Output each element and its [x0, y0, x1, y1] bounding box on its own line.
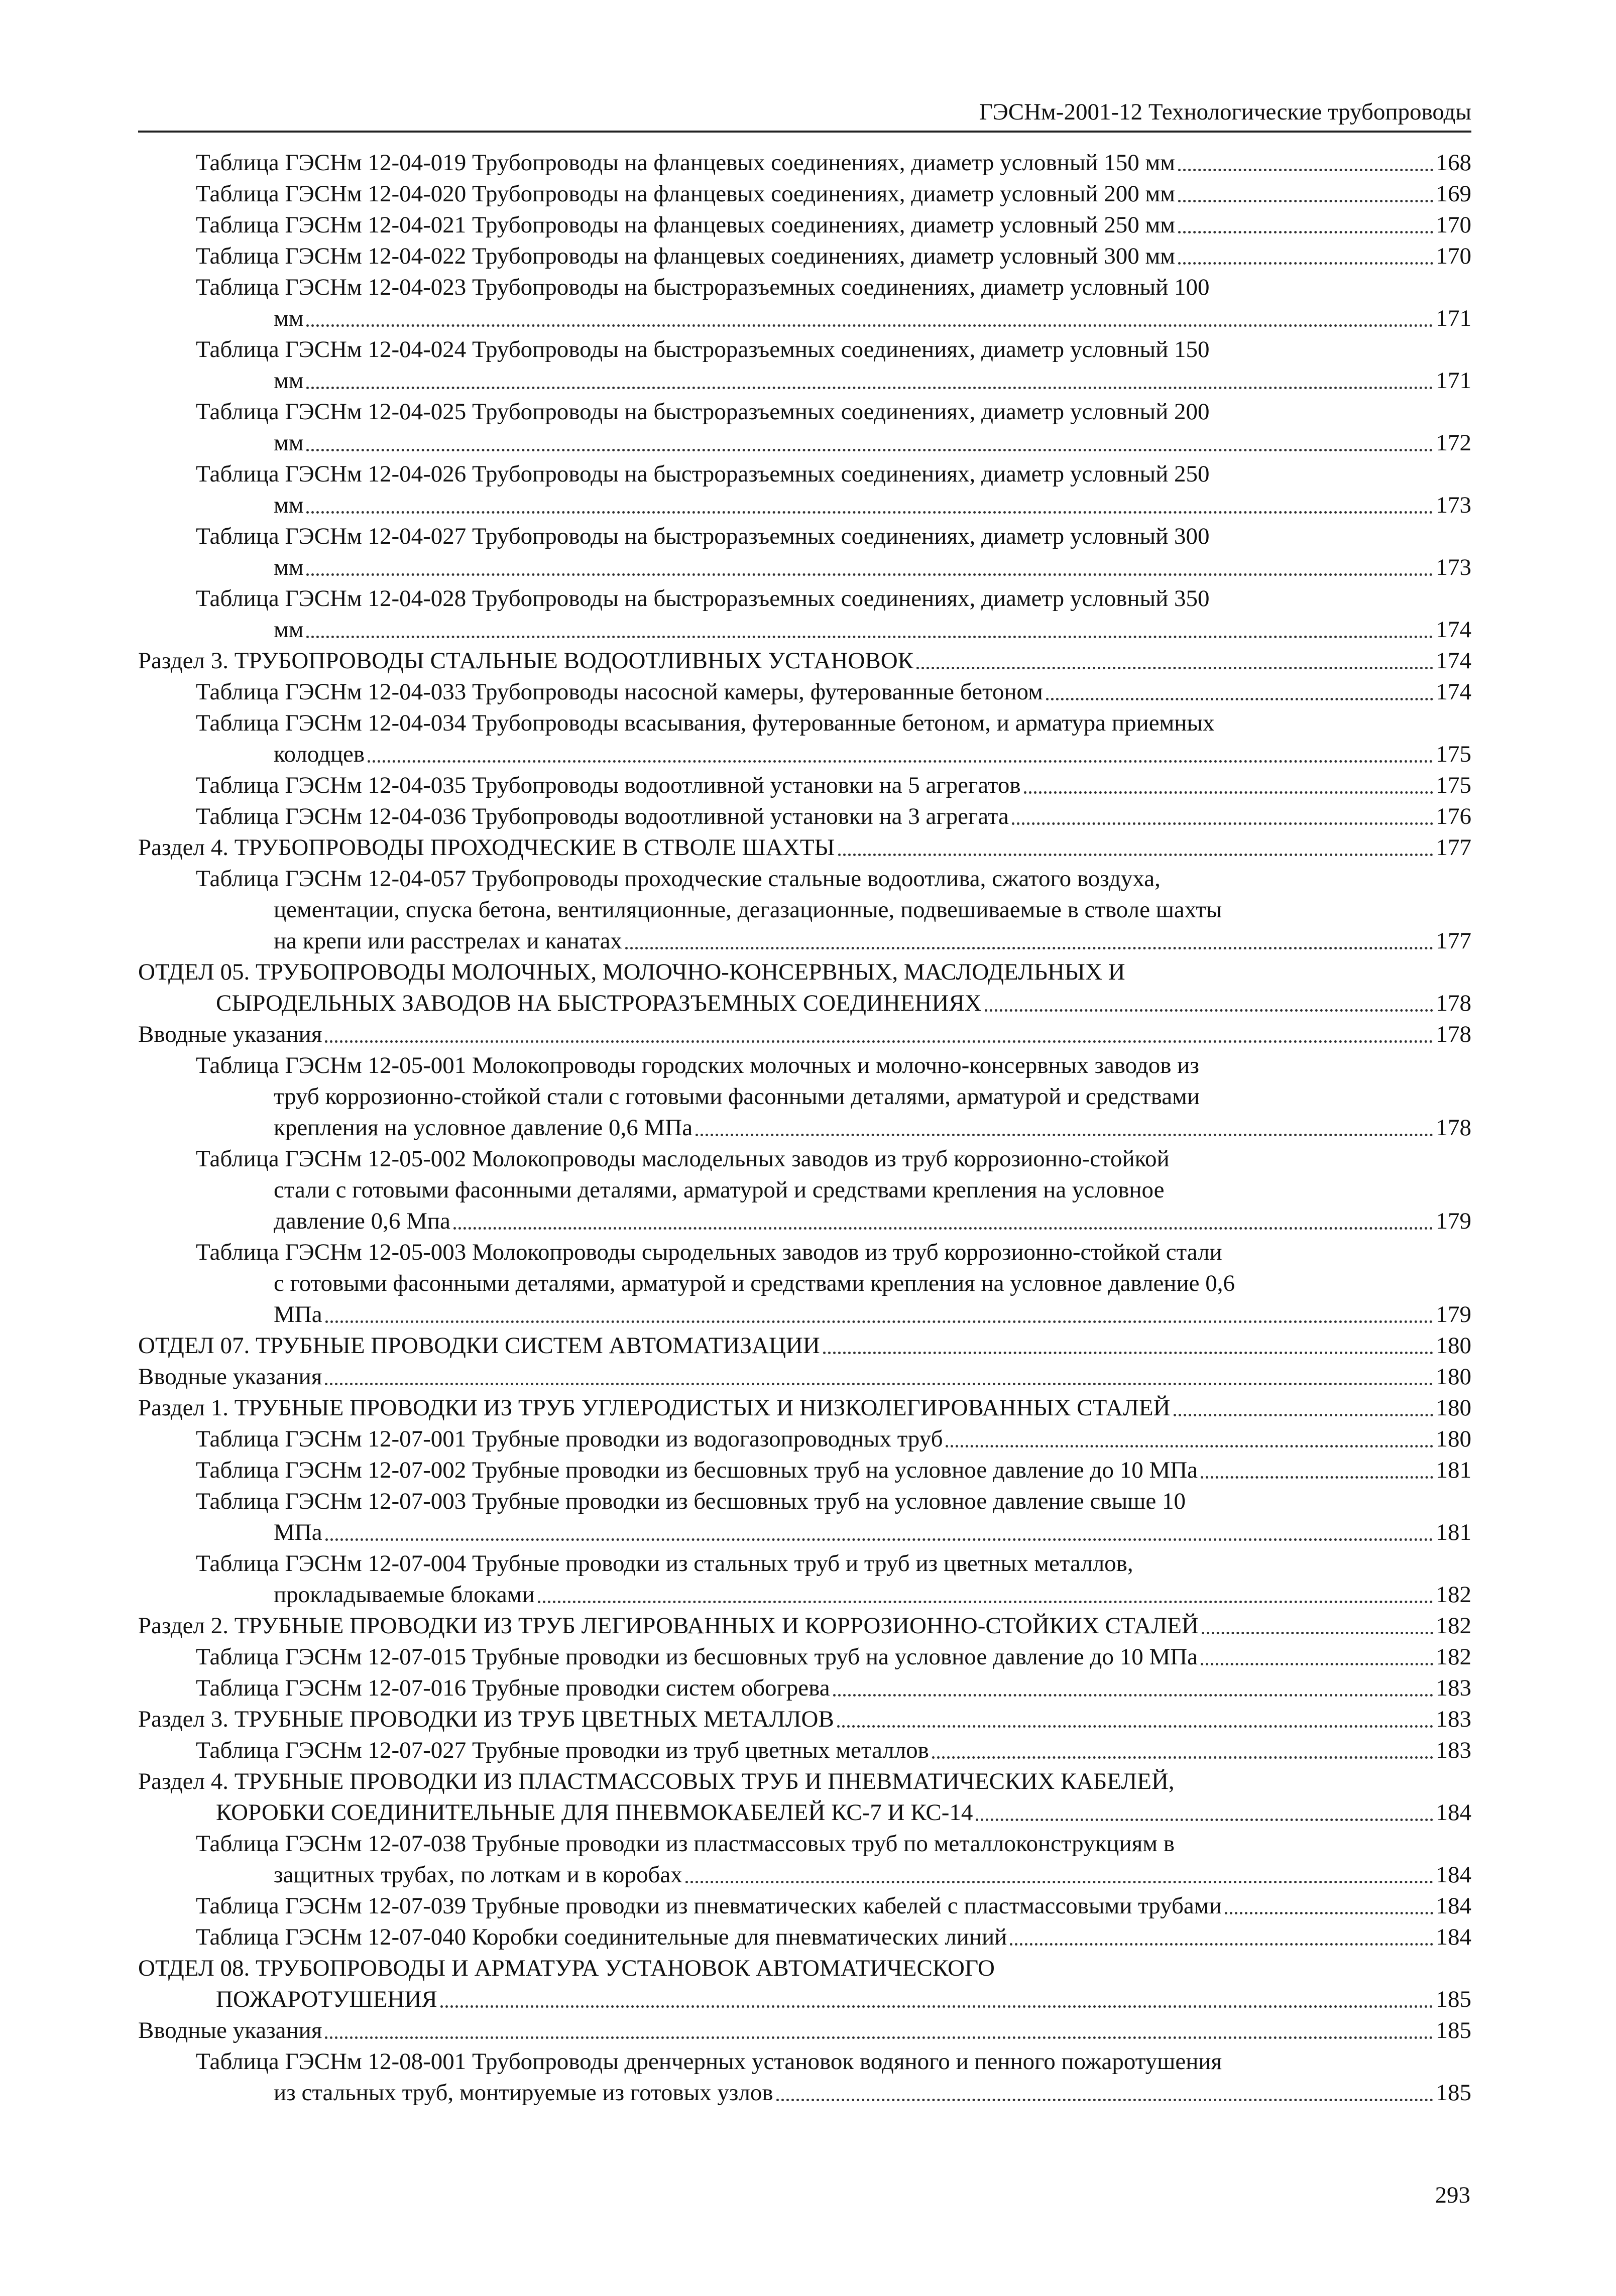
- toc-page-ref: 180: [1436, 1333, 1471, 1359]
- toc-entry-text: Таблица ГЭСНм 12-07-002 Трубные проводки из бесшовных труб на условное давление до 10 МПа: [196, 1457, 1198, 1483]
- toc-page-ref: 185: [1436, 2017, 1471, 2043]
- toc-page-ref: 173: [1436, 554, 1471, 580]
- dot-leader: [1178, 200, 1433, 202]
- toc-entry-text: Таблица ГЭСНм 12-04-019 Трубопроводы на фланцевых соединениях, диаметр условный 150 мм: [196, 150, 1176, 176]
- toc-entry-text: Таблица ГЭСНм 12-04-022 Трубопроводы на фланцевых соединениях, диаметр условный 300 мм: [196, 243, 1176, 269]
- toc-entry-text: ОТДЕЛ 05. ТРУБОПРОВОДЫ МОЛОЧНЫХ, МОЛОЧНО-КОНСЕРВНЫХ, МАСЛОДЕЛЬНЫХ И: [138, 959, 1125, 985]
- toc-entry[interactable]: [138, 334, 1471, 396]
- toc-entry[interactable]: [138, 458, 1471, 521]
- toc-entry-text: крепления на условное давление 0,6 МПа: [274, 1115, 693, 1141]
- dot-leader: [306, 324, 1433, 327]
- toc-entry[interactable]: [138, 1392, 1471, 1423]
- toc-entry-text: Вводные указания: [138, 1021, 322, 1047]
- dot-leader: [1010, 1943, 1433, 1946]
- toc-entry-text: Таблица ГЭСНм 12-04-024 Трубопроводы на быстроразъемных соединениях, диаметр условный 150: [196, 336, 1210, 362]
- toc-page-ref: 182: [1436, 1644, 1471, 1670]
- toc-entry-text: Таблица ГЭСНм 12-07-027 Трубные проводки из труб цветных металлов: [196, 1737, 929, 1763]
- toc-entry[interactable]: [138, 1486, 1471, 1548]
- toc-entry-text: Таблица ГЭСНм 12-04-057 Трубопроводы проходческие стальные водоотлива, сжатого воздуха,: [196, 866, 1161, 892]
- toc-page-ref: 171: [1436, 368, 1471, 394]
- toc-entry[interactable]: [138, 1455, 1471, 1486]
- toc-entry-text: давление 0,6 Мпа: [274, 1208, 450, 1234]
- toc-page-ref: 170: [1436, 212, 1471, 238]
- toc-entry-text: из стальных труб, монтируемые из готовых узлов: [274, 2080, 773, 2106]
- dot-leader: [1225, 1912, 1433, 1914]
- toc-entry[interactable]: [138, 832, 1471, 863]
- toc-entry-text: Раздел 4. ТРУБОПРОВОДЫ ПРОХОДЧЕСКИЕ В СТВОЛЕ ШАХТЫ: [138, 834, 835, 861]
- toc-page-ref: 185: [1436, 1986, 1471, 2012]
- toc-page-ref: 184: [1436, 1799, 1471, 1826]
- toc-page-ref: 174: [1436, 617, 1471, 643]
- toc-entry-text: мм: [274, 368, 304, 394]
- dot-leader: [1024, 791, 1433, 794]
- toc-entry-text: Таблица ГЭСНм 12-05-002 Молокопроводы маслодельных заводов из труб коррозионно-стойкой: [196, 1146, 1170, 1172]
- toc-entry-text: СЫРОДЕЛЬНЫХ ЗАВОДОВ НА БЫСТРОРАЗЪЕМНЫХ СОЕДИНЕНИЯХ: [216, 990, 982, 1016]
- toc-entry[interactable]: [138, 1361, 1471, 1392]
- toc-page-ref: 177: [1436, 834, 1471, 861]
- toc-entry-text: Раздел 2. ТРУБНЫЕ ПРОВОДКИ ИЗ ТРУБ ЛЕГИРОВАННЫХ И КОРРОЗИОННО-СТОЙКИХ СТАЛЕЙ: [138, 1613, 1199, 1639]
- toc-entry-text: ОТДЕЛ 08. ТРУБОПРОВОДЫ И АРМАТУРА УСТАНОВОК АВТОМАТИЧЕСКОГО: [138, 1955, 995, 1981]
- toc-entry-text: Таблица ГЭСНм 12-04-036 Трубопроводы водоотливной установки на 3 агрегата: [196, 803, 1009, 829]
- dot-leader: [1012, 822, 1433, 825]
- toc-page-ref: 182: [1436, 1582, 1471, 1608]
- dot-leader: [837, 1725, 1433, 1728]
- toc-page-ref: 180: [1436, 1426, 1471, 1452]
- toc-entry[interactable]: [138, 1050, 1471, 1143]
- toc-entry-text: Таблица ГЭСНм 12-04-026 Трубопроводы на быстроразъемных соединениях, диаметр условный 250: [196, 461, 1210, 487]
- toc-entry-text: труб коррозионно-стойкой стали с готовыми фасонными деталями, арматурой и средствами: [274, 1083, 1200, 1110]
- toc-entry[interactable]: [138, 1019, 1471, 1050]
- toc-entry[interactable]: [138, 1143, 1471, 1237]
- dot-leader: [306, 449, 1433, 451]
- toc-entry[interactable]: [138, 178, 1471, 209]
- toc-entry-text: Таблица ГЭСНм 12-07-015 Трубные проводки из бесшовных труб на условное давление до 10 МПа: [196, 1644, 1198, 1670]
- dot-leader: [946, 1445, 1433, 1447]
- toc-page-ref: 173: [1436, 492, 1471, 518]
- dot-leader: [776, 2099, 1433, 2101]
- toc-entry[interactable]: [138, 209, 1471, 240]
- toc-page-ref: 184: [1436, 1862, 1471, 1888]
- dot-leader: [1178, 262, 1433, 265]
- dot-leader: [306, 387, 1433, 389]
- dot-leader: [685, 1881, 1433, 1883]
- toc-entry-text: Таблица ГЭСНм 12-07-001 Трубные проводки из водогазопроводных труб: [196, 1426, 943, 1452]
- dot-leader: [838, 854, 1433, 856]
- dot-leader: [453, 1227, 1433, 1230]
- dot-leader: [325, 1040, 1433, 1043]
- toc-page-ref: 182: [1436, 1613, 1471, 1639]
- toc-entry-text: КОРОБКИ СОЕДИНИТЕЛЬНЫЕ ДЛЯ ПНЕВМОКАБЕЛЕЙ КС-7 И КС-14: [216, 1799, 973, 1826]
- toc-entry-text: Таблица ГЭСНм 12-07-040 Коробки соединительные для пневматических линий: [196, 1924, 1007, 1950]
- toc-entry[interactable]: [138, 521, 1471, 583]
- toc-entry-text: Таблица ГЭСНм 12-07-039 Трубные проводки из пневматических кабелей с пластмассовыми трубами: [196, 1893, 1222, 1919]
- toc-entry[interactable]: [138, 1330, 1471, 1361]
- toc-entry-text: мм: [274, 554, 304, 580]
- toc-entry[interactable]: [138, 707, 1471, 770]
- toc-entry-text: Раздел 3. ТРУБНЫЕ ПРОВОДКИ ИЗ ТРУБ ЦВЕТНЫХ МЕТАЛЛОВ: [138, 1706, 834, 1732]
- toc-entry-text: мм: [274, 430, 304, 456]
- toc-entry-text: ПОЖАРОТУШЕНИЯ: [216, 1986, 437, 2012]
- dot-leader: [306, 573, 1433, 576]
- dot-leader: [976, 1819, 1433, 1821]
- toc-entry-text: Вводные указания: [138, 2017, 322, 2043]
- dot-leader: [916, 667, 1433, 669]
- toc-entry[interactable]: [138, 863, 1471, 956]
- toc-entry-text: Раздел 4. ТРУБНЫЕ ПРОВОДКИ ИЗ ПЛАСТМАССОВЫХ ТРУБ И ПНЕВМАТИЧЕСКИХ КАБЕЛЕЙ,: [138, 1768, 1175, 1794]
- toc-page-ref: 178: [1436, 990, 1471, 1016]
- toc-entry[interactable]: [138, 1890, 1471, 1921]
- toc-page-ref: 183: [1436, 1675, 1471, 1701]
- dot-leader: [625, 947, 1433, 949]
- toc-page-ref: 184: [1436, 1893, 1471, 1919]
- dot-leader: [325, 1383, 1433, 1385]
- toc-page-ref: 171: [1436, 305, 1471, 331]
- dot-leader: [823, 1352, 1433, 1354]
- toc-page-ref: 181: [1436, 1519, 1471, 1545]
- toc-page-ref: 176: [1436, 803, 1471, 829]
- toc-entry[interactable]: [138, 1237, 1471, 1330]
- toc-entry[interactable]: [138, 147, 1471, 178]
- toc-entry-text: Таблица ГЭСНм 12-04-027 Трубопроводы на быстроразъемных соединениях, диаметр условный 300: [196, 523, 1210, 549]
- toc-entry-text: ОТДЕЛ 07. ТРУБНЫЕ ПРОВОДКИ СИСТЕМ АВТОМАТИЗАЦИИ: [138, 1333, 820, 1359]
- toc-entry-text: Вводные указания: [138, 1364, 322, 1390]
- toc-page-ref: 179: [1436, 1208, 1471, 1234]
- toc-page-ref: 170: [1436, 243, 1471, 269]
- toc-entry-text: цементации, спуска бетона, вентиляционные, дегазационные, подвешиваемые в стволе шахты: [274, 897, 1222, 923]
- toc-page-ref: 175: [1436, 741, 1471, 767]
- toc-entry-text: защитных трубах, по лоткам и в коробах: [274, 1862, 682, 1888]
- dot-leader: [1201, 1663, 1433, 1665]
- toc-entry-text: Таблица ГЭСНм 12-07-038 Трубные проводки из пластмассовых труб по металлоконструкциям в: [196, 1831, 1175, 1857]
- toc-page-ref: 180: [1436, 1364, 1471, 1390]
- toc-entry[interactable]: [138, 2015, 1471, 2046]
- toc-entry[interactable]: [138, 1672, 1471, 1704]
- toc-page-ref: 169: [1436, 181, 1471, 207]
- toc-entry-text: колодцев: [274, 741, 365, 767]
- toc-entry-text: Таблица ГЭСНм 12-05-003 Молокопроводы сыродельных заводов из труб коррозионно-стойкой стали: [196, 1239, 1222, 1265]
- toc-entry[interactable]: [138, 1766, 1471, 1828]
- dot-leader: [985, 1009, 1433, 1012]
- toc-entry[interactable]: [138, 1921, 1471, 1953]
- dot-leader: [833, 1694, 1433, 1697]
- toc-entry[interactable]: [138, 1548, 1471, 1610]
- page-number: 293: [1435, 2182, 1470, 2208]
- dot-leader: [932, 1756, 1433, 1759]
- toc-page-ref: 175: [1436, 772, 1471, 798]
- toc-page-ref: 179: [1436, 1301, 1471, 1327]
- toc-entry-text: МПа: [274, 1301, 322, 1327]
- toc-entry-text: Таблица ГЭСНм 12-04-033 Трубопроводы насосной камеры, футерованные бетоном: [196, 679, 1043, 705]
- dot-leader: [1046, 698, 1433, 700]
- toc-entry-text: стали с готовыми фасонными деталями, арматурой и средствами крепления на условное: [274, 1177, 1165, 1203]
- toc-page-ref: 177: [1436, 928, 1471, 954]
- toc-entry-text: Таблица ГЭСНм 12-05-001 Молокопроводы городских молочных и молочно-консервных заводов из: [196, 1052, 1199, 1078]
- toc-entry-text: Таблица ГЭСНм 12-08-001 Трубопроводы дренчерных установок водяного и пенного пожаротушения: [196, 2048, 1222, 2075]
- toc-entry-text: Таблица ГЭСНм 12-07-016 Трубные проводки систем обогрева: [196, 1675, 830, 1701]
- toc-entry[interactable]: [138, 1735, 1471, 1766]
- dot-leader: [538, 1601, 1433, 1603]
- toc-entry-text: Таблица ГЭСНм 12-04-025 Трубопроводы на быстроразъемных соединениях, диаметр условный 200: [196, 399, 1210, 425]
- toc-entry-text: Таблица ГЭСНм 12-04-020 Трубопроводы на фланцевых соединениях, диаметр условный 200 мм: [196, 181, 1176, 207]
- dot-leader: [306, 636, 1433, 638]
- toc-entry-text: мм: [274, 617, 304, 643]
- toc-page-ref: 178: [1436, 1115, 1471, 1141]
- toc-entry-text: Раздел 1. ТРУБНЫЕ ПРОВОДКИ ИЗ ТРУБ УГЛЕРОДИСТЫХ И НИЗКОЛЕГИРОВАННЫХ СТАЛЕЙ: [138, 1395, 1171, 1421]
- toc-page-ref: 180: [1436, 1395, 1471, 1421]
- toc-entry[interactable]: [138, 1704, 1471, 1735]
- dot-leader: [1201, 1476, 1433, 1479]
- toc-entry-text: Таблица ГЭСНм 12-07-003 Трубные проводки из бесшовных труб на условное давление свыше 10: [196, 1488, 1186, 1514]
- toc-page-ref: 168: [1436, 150, 1471, 176]
- toc-entry-text: Таблица ГЭСНм 12-04-021 Трубопроводы на фланцевых соединениях, диаметр условный 250 мм: [196, 212, 1176, 238]
- toc-page-ref: 178: [1436, 1021, 1471, 1047]
- toc-page-ref: 181: [1436, 1457, 1471, 1483]
- toc-entry[interactable]: [138, 956, 1471, 1019]
- toc-entry-text: Таблица ГЭСНм 12-04-034 Трубопроводы всасывания, футерованные бетоном, и арматура приемных: [196, 710, 1215, 736]
- toc-entry[interactable]: [138, 583, 1471, 645]
- toc-page-ref: 184: [1436, 1924, 1471, 1950]
- toc-page-ref: 185: [1436, 2080, 1471, 2106]
- toc-entry-text: МПа: [274, 1519, 322, 1545]
- dot-leader: [325, 1320, 1433, 1323]
- toc-entry-text: Таблица ГЭСНм 12-04-028 Трубопроводы на быстроразъемных соединениях, диаметр условный 350: [196, 585, 1210, 612]
- toc-page-ref: 183: [1436, 1706, 1471, 1732]
- toc-entry[interactable]: [138, 1610, 1471, 1641]
- toc-entry-text: мм: [274, 305, 304, 331]
- toc-entry-text: с готовыми фасонными деталями, арматурой и средствами крепления на условное давление 0,6: [274, 1270, 1235, 1296]
- dot-leader: [1174, 1414, 1433, 1416]
- toc-entry[interactable]: [138, 1641, 1471, 1672]
- toc-entry[interactable]: [138, 770, 1471, 801]
- toc-entry-text: Раздел 3. ТРУБОПРОВОДЫ СТАЛЬНЫЕ ВОДООТЛИВНЫХ УСТАНОВОК: [138, 648, 914, 674]
- toc-entry-text: на крепи или расстрелах и канатах: [274, 928, 622, 954]
- toc-entry[interactable]: [138, 801, 1471, 832]
- dot-leader: [368, 760, 1433, 763]
- dot-leader: [1202, 1632, 1433, 1634]
- toc-entry[interactable]: [138, 645, 1471, 676]
- dot-leader: [1178, 169, 1433, 171]
- toc-entry[interactable]: [138, 1828, 1471, 1890]
- table-of-contents: [138, 147, 1471, 2108]
- toc-entry[interactable]: [138, 676, 1471, 707]
- dot-leader: [696, 1134, 1433, 1136]
- toc-entry[interactable]: [138, 396, 1471, 458]
- toc-entry[interactable]: [138, 1953, 1471, 2015]
- toc-entry-text: мм: [274, 492, 304, 518]
- header-title: ГЭСНм-2001-12 Технологические трубопроводы: [979, 99, 1471, 125]
- toc-page-ref: 172: [1436, 430, 1471, 456]
- dot-leader: [440, 2005, 1433, 2008]
- toc-entry-text: прокладываемые блоками: [274, 1582, 535, 1608]
- running-header: [138, 90, 1471, 133]
- toc-entry[interactable]: [138, 240, 1471, 272]
- toc-entry[interactable]: [138, 272, 1471, 334]
- toc-entry[interactable]: [138, 1423, 1471, 1455]
- dot-leader: [306, 511, 1433, 514]
- toc-entry-text: Таблица ГЭСНм 12-07-004 Трубные проводки из стальных труб и труб из цветных металлов,: [196, 1550, 1133, 1577]
- toc-page-ref: 183: [1436, 1737, 1471, 1763]
- toc-page-ref: 174: [1436, 679, 1471, 705]
- dot-leader: [325, 2036, 1433, 2039]
- toc-entry-text: Таблица ГЭСНм 12-04-023 Трубопроводы на быстроразъемных соединениях, диаметр условный 100: [196, 274, 1210, 300]
- toc-entry-text: Таблица ГЭСНм 12-04-035 Трубопроводы водоотливной установки на 5 агрегатов: [196, 772, 1021, 798]
- dot-leader: [325, 1538, 1433, 1541]
- toc-entry[interactable]: [138, 2046, 1471, 2108]
- toc-page-ref: 174: [1436, 648, 1471, 674]
- dot-leader: [1178, 231, 1433, 233]
